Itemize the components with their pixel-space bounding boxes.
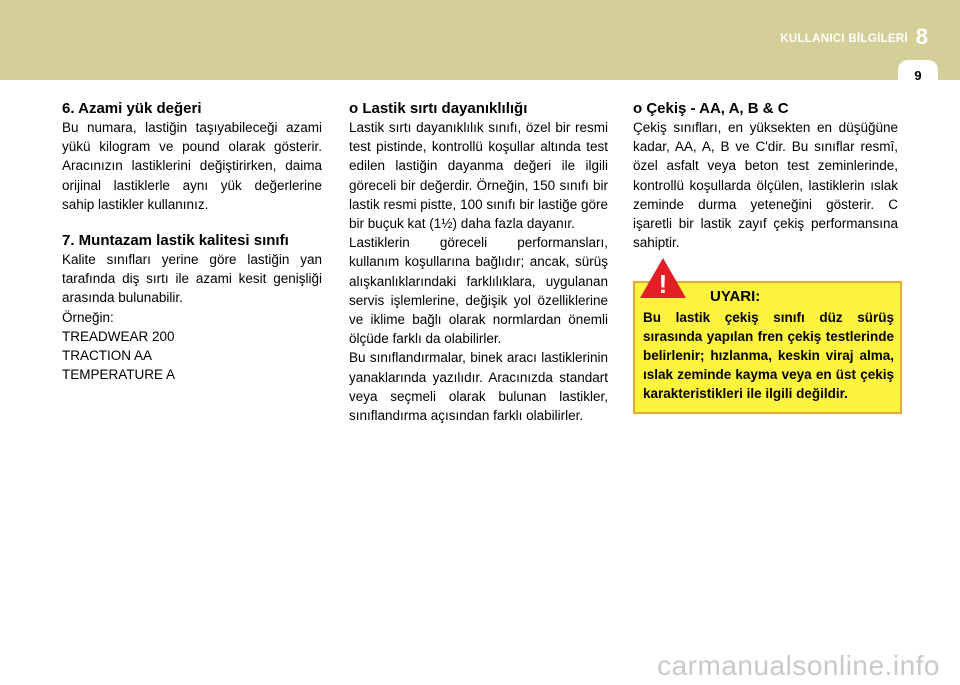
chapter-number: 8 <box>915 24 928 49</box>
example-line: TEMPERATURE A <box>62 367 176 383</box>
warning-title: UYARI: <box>710 288 761 305</box>
heading-max-load: 6. Azami yük değeri <box>62 100 202 117</box>
exclamation-triangle-icon <box>638 256 688 300</box>
column-2 <box>349 99 608 425</box>
example-line: TREADWEAR 200 <box>62 328 175 344</box>
page-number-tab <box>898 60 938 90</box>
column-1 <box>62 99 322 384</box>
example-line: TRACTION AA <box>62 348 153 364</box>
paragraph-treadwear-1: Lastik sırtı dayanıklılık sınıfı, özel bir resmi test pistinde, kontrollü koşullar altında test edilen lastiğin dayanma değeri ile ilgili göreceli bir değerdir. Örneğin, 150 sınıfı bir lastik resmi pistte, 100 sınıfı bir lastiğe göre bir buçuk kat (1½) daha fazla dayanır. <box>349 120 608 232</box>
heading-traction: o Çekiş - AA, A, B & C <box>633 100 789 117</box>
svg-text:!: ! <box>658 269 668 299</box>
page-number: 9 <box>914 68 922 83</box>
warning-text: Bu lastik çekiş sınıfı düz sürüş sırasında yapılan fren çekiş testlerinde belirlenir; hızlanma, keskin viraj alma, ıslak zeminde kayma veya en üst çekiş karakteristikleri ile ilgili değildir. <box>643 310 894 401</box>
paragraph-traction: Çekiş sınıfları, en yüksekten en düşüğüne kadar, AA, A, B ve C'dir. Bu sınıflar resmî, özel asfalt veya beton test zeminlerinde, kontrollü koşullarda ölçülen, lastiklerin ıslak zeminde durma yeteneğini gösterir. C işaretli bir lastik zayıf çekiş performansına sahiptir. <box>633 120 898 251</box>
column-3 <box>633 99 898 252</box>
heading-treadwear: o Lastik sırtı dayanıklılığı <box>349 100 528 117</box>
paragraph-max-load: Bu numara, lastiğin taşıyabileceği azami yükü kilogram ve pound olarak gösterir. Aracınızın lastiklerini değiştirirken, daima orijinal lastiklerle aynı yük değerlerine sahip lastikler kullanınız. <box>62 120 322 212</box>
example-label: Örneğin: <box>62 309 114 325</box>
watermark: carmanualsonline.info <box>657 650 940 681</box>
heading-tire-quality-grade: 7. Muntazam lastik kalitesi sınıfı <box>62 232 289 250</box>
section-title: KULLANICI BİLGİLERİ <box>780 33 908 45</box>
paragraph-treadwear-3: Bu sınıflandırmalar, binek aracı lastiklerinin yanaklarında yazılıdır. Aracınızda standart veya seçmeli olarak bulunan lastikler, sınıflandırma açısından farklı olabilirler. <box>349 350 608 424</box>
header-bar <box>0 0 960 80</box>
warning-box <box>633 281 902 414</box>
paragraph-tire-quality-grade: Kalite sınıfları yerine göre lastiğin yan tarafında diş sırtı ile azami kesit genişliği arasında bulunabilir. <box>62 252 322 306</box>
paragraph-treadwear-2: Lastiklerin göreceli performansları, kullanım koşullarına bağlıdır; ancak, sürüş alışkanlıklarındaki farklılıklara, uygulanan servis işlemlerine, değişik yol özelliklerine ve iklime bağlı olarak normlardan önemli ölçüde farklı da olabilirler. <box>349 235 608 347</box>
